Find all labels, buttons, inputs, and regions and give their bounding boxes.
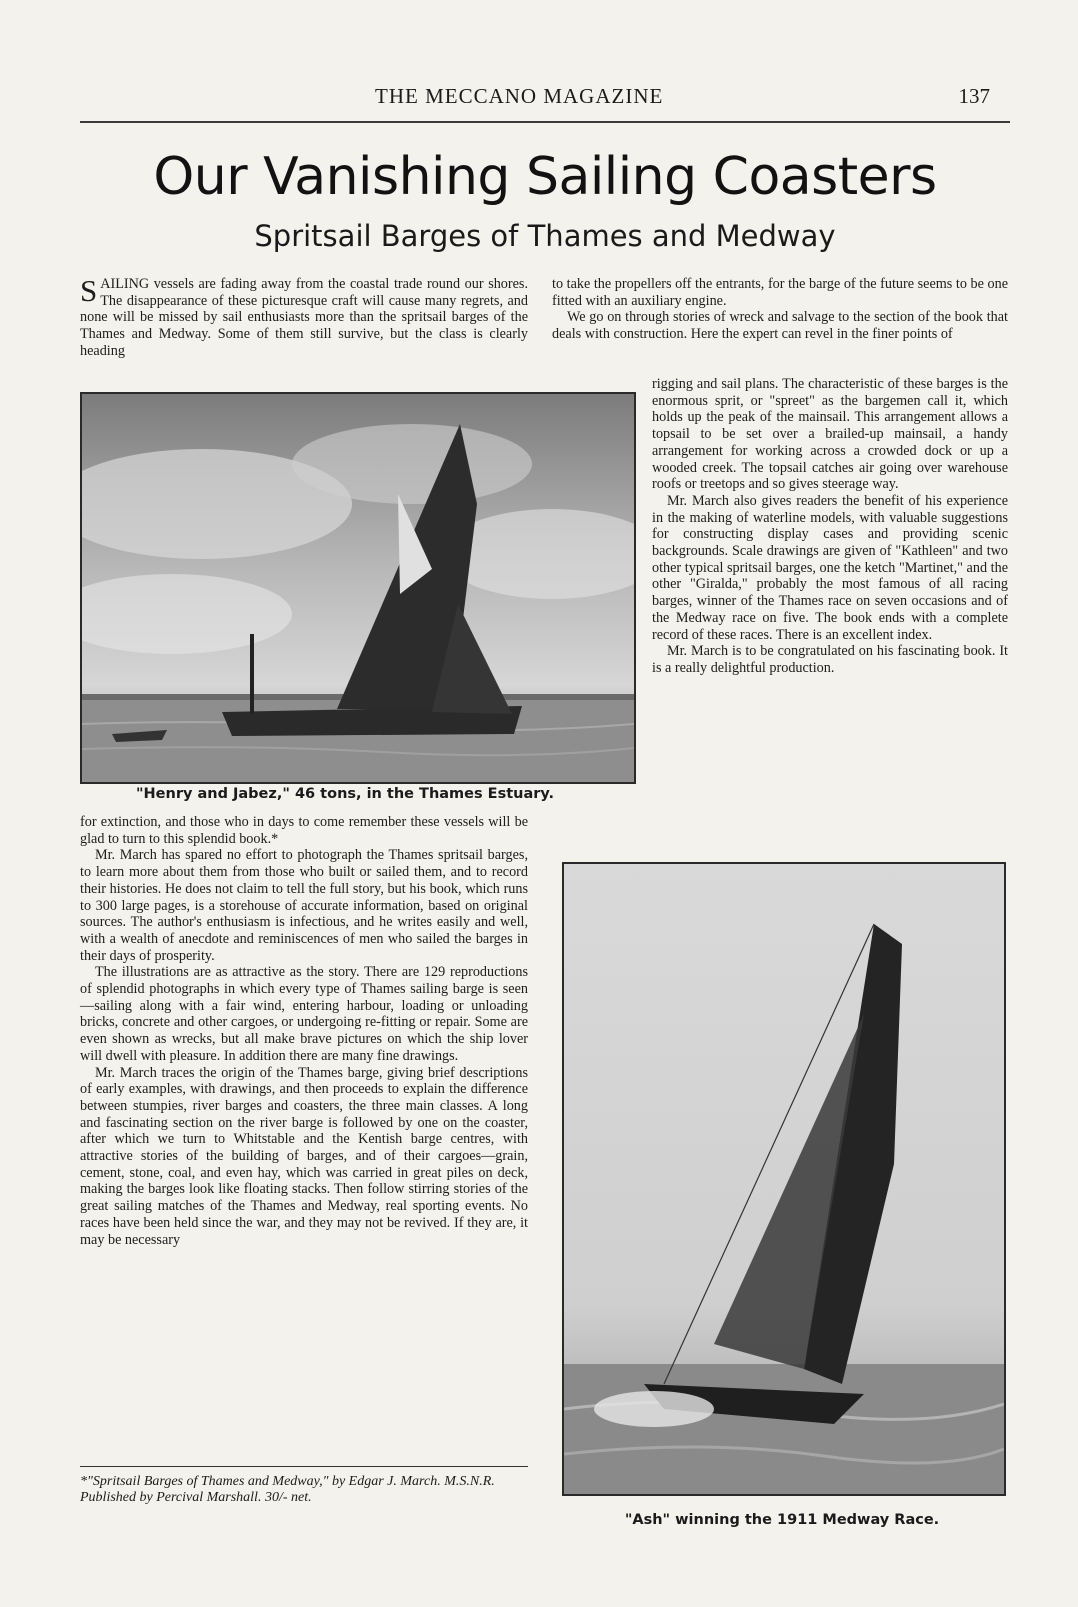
footnote: *"Spritsail Barges of Thames and Medway," by Edgar J. March. M.S.N.R. Published by Percival Marshall. 30/- net. (80, 1474, 495, 1505)
footnote-rule (80, 1466, 528, 1467)
paragraph: for extinction, and those who in days to come remember these vessels will be glad to turn to this splendid book.* (80, 814, 528, 847)
yacht-caption: "Ash" winning the 1911 Medway Race. (624, 1512, 940, 1528)
drop-cap: S (80, 273, 98, 308)
running-head (80, 84, 990, 112)
article-subtitle: Spritsail Barges of Thames and Medway (254, 219, 836, 253)
header-rule (80, 121, 1010, 123)
right-column-side (652, 376, 1008, 677)
paragraph: Mr. March is to be congratulated on his fascinating book. It is a really delightful production. (652, 643, 1008, 676)
paragraph: We go on through stories of wreck and salvage to the section of the book that deals with construction. Here the expert can revel in the finer points of (552, 309, 1008, 343)
barge-sailing-image (82, 394, 634, 782)
running-title: THE MECCANO MAGAZINE (375, 84, 664, 108)
intro-paragraph (80, 273, 528, 360)
paragraph: Mr. March has spared no effort to photograph the Thames spritsail barges, to learn more about them from those who built or sailed them, and to record their histories. He does not claim to tell the full story, but his book, which runs to 300 large pages, is a storehouse of accurate information, based on original sources. The author's enthusiasm is infectious, and he writes easily and well, with a wealth of anecdote and reminiscences of men who sailed the barges in their days of prosperity. (80, 847, 528, 964)
barge-photo (80, 392, 636, 784)
paragraph: to take the propellers off the entrants, for the barge of the future seems to be one fitted with an auxiliary engine. (552, 276, 1008, 309)
article-title: Our Vanishing Sailing Coasters (153, 147, 937, 207)
barge-caption: "Henry and Jabez," 46 tons, in the Thames Estuary. (135, 786, 555, 802)
yacht-photo (562, 862, 1006, 1496)
paragraph: Mr. March also gives readers the benefit of his experience in the making of waterline models, with valuable suggestions for constructing display cases and providing scenic backgrounds. Scale drawings are given of "Kathleen" and two other typical spritsail barges, one the ketch "Martinet," and the other "Giralda," probably the most famous of all racing barges, winner of the Thames race on seven occasions and of the Medway race on five. The book ends with a complete record of these races. There is an excellent index. (652, 492, 1008, 643)
paragraph: rigging and sail plans. The characteristic of these barges is the enormous sprit, or "spreet" as the bargemen call it, which holds up the peak of the mainsail. This arrangement allows a topsail to be set over a brailed-up mainsail, a handy arrangement for working across a crowded dock or up a wooded creek. The topsail catches air going over warehouse roofs or treetops and so gives steerage way. (652, 376, 1008, 493)
intro-text: AILING vessels are fading away from the coastal trade round our shores. The disappearance of these picturesque craft will cause many regrets, and none will be missed by sail enthusiasts more than the spritsail barges of the Thames and Medway. Some of them still survive, but the class is clearly heading (80, 276, 528, 359)
paragraph: The illustrations are as attractive as the story. There are 129 reproductions of splendid photographs in which every type of Thames sailing barge is seen—sailing along with a fair wind, entering harbour, loading or unloading bricks, concrete and other cargoes, or undergoing re-fitting or repair. Some are even shown as wrecks, but all make brave pictures on which the ship lover will dwell with pleasure. In addition there are many fine drawings. (80, 964, 528, 1064)
page-number: 137 (958, 84, 990, 108)
left-column-body (80, 814, 528, 1248)
right-column-top (552, 276, 1008, 343)
paragraph: Mr. March traces the origin of the Thames barge, giving brief descriptions of early examples, with drawings, and then proceeds to explain the difference between stumpies, river barges and coasters, the three main classes. A long and fascinating section on the river barge is followed by one on the coaster, after which we turn to Whitstable and the Kentish barge centres, with attractive stories of the building of barges, and of their cargoes—grain, cement, stone, coal, and even hay, which was carried in great piles on deck, making the barges look like floating stacks. Then follow stirring stories of the great sailing matches of the Thames and Medway, real sporting events. No races have been held since the war, and they may not be revived. If they are, it may be necessary (80, 1064, 528, 1248)
yacht-racing-image (564, 864, 1004, 1494)
